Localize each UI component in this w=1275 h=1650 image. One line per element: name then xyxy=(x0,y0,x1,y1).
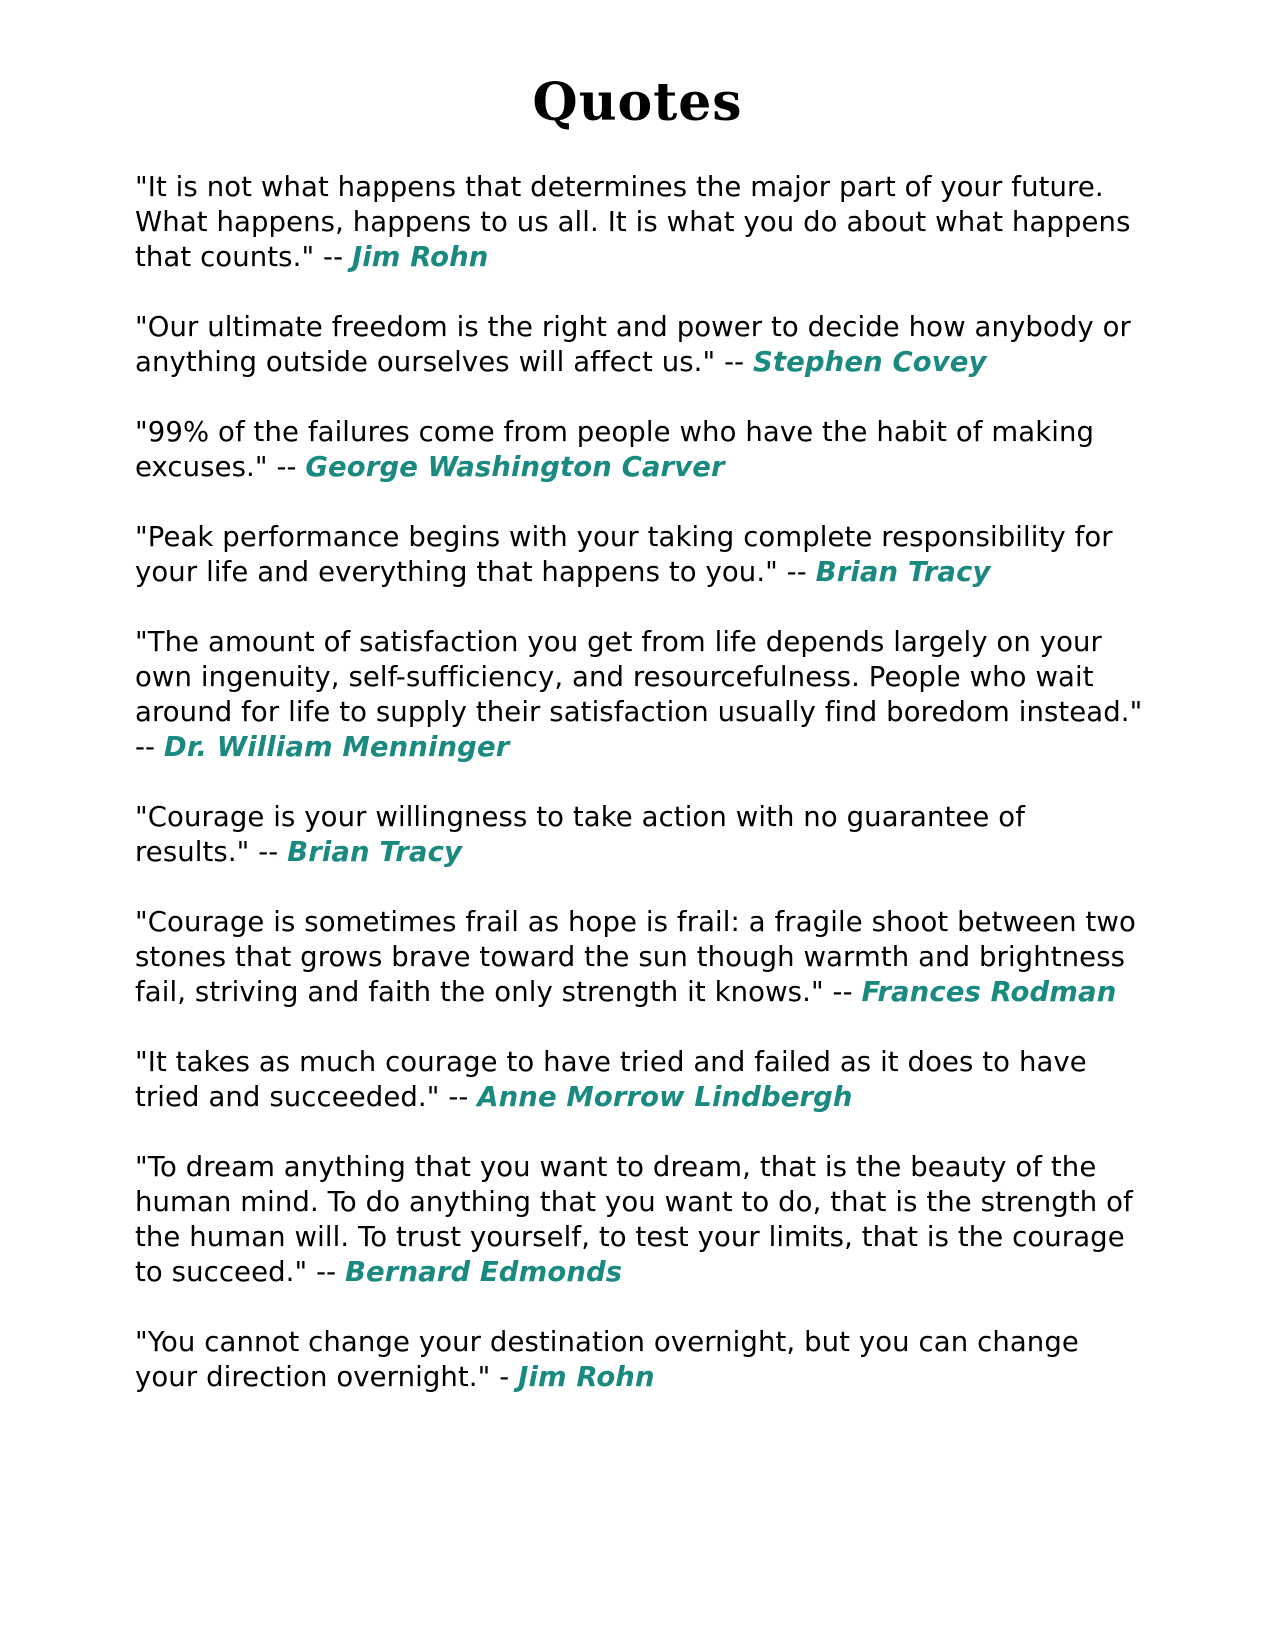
quote-separator: -- xyxy=(267,451,306,483)
quote-author: Dr. William Menninger xyxy=(163,731,510,763)
quote-item xyxy=(135,170,1145,275)
quote-author: Stephen Covey xyxy=(752,346,987,378)
quote-author: Bernard Edmonds xyxy=(344,1256,623,1288)
quote-author: Brian Tracy xyxy=(287,836,462,868)
quote-separator: -- xyxy=(823,976,862,1008)
quote-author: Jim Rohn xyxy=(351,241,489,273)
quote-author: Jim Rohn xyxy=(518,1361,655,1393)
quote-item xyxy=(135,905,1145,1010)
quote-item xyxy=(135,1325,1145,1395)
quote-text: "To dream anything that you want to dream, that is the beauty of the human mind. To do anything that you want to do, that is the strength of the human will. To trust yourself, to test your limits, that is the courage to succeed." xyxy=(135,1151,1133,1288)
quote-text: "99% of the failures come from people who have the habit of making excuses." xyxy=(135,416,1095,483)
quote-separator: -- xyxy=(439,1081,478,1113)
quote-author: George Washington Carver xyxy=(305,451,725,483)
quote-text: "It is not what happens that determines the major part of your future. What happens, happens to us all. It is what you do about what happens that counts." xyxy=(135,171,1131,273)
quote-author: Brian Tracy xyxy=(815,556,991,588)
quote-separator: -- xyxy=(307,1256,345,1288)
quote-text: "Our ultimate freedom is the right and power to decide how anybody or anything outside ourselves will affect us." xyxy=(135,311,1131,378)
quote-item xyxy=(135,520,1145,590)
quote-item xyxy=(135,800,1145,870)
quote-separator: -- xyxy=(715,346,753,378)
quote-author: Anne Morrow Lindbergh xyxy=(477,1081,853,1113)
quote-separator: -- xyxy=(777,556,816,588)
quote-text: "You cannot change your destination overnight, but you can change your direction overnight." xyxy=(135,1326,1079,1393)
quote-text: "The amount of satisfaction you get from life depends largely on your own ingenuity, self-sufficiency, and resourcefulness. People who wait around for life to supply their satisfaction usually find boredom instead." xyxy=(135,626,1143,728)
quote-item xyxy=(135,625,1145,765)
quote-separator: - xyxy=(490,1361,519,1393)
quote-separator: -- xyxy=(314,241,352,273)
quote-list xyxy=(135,170,1145,1430)
quote-item xyxy=(135,1150,1145,1290)
quote-text: "It takes as much courage to have tried and failed as it does to have tried and succeeded." xyxy=(135,1046,1087,1113)
quote-text: "Courage is your willingness to take action with no guarantee of results." xyxy=(135,801,1025,868)
quote-item xyxy=(135,310,1145,380)
quote-item xyxy=(135,415,1145,485)
page-title: Quotes xyxy=(532,72,743,133)
quote-author: Frances Rodman xyxy=(861,976,1117,1008)
quote-item xyxy=(135,1045,1145,1115)
quote-separator: -- xyxy=(249,836,288,868)
quote-text: "Courage is sometimes frail as hope is frail: a fragile shoot between two stones that grows brave toward the sun though warmth and brightness fail, striving and faith the only strength it knows." xyxy=(135,906,1136,1008)
quote-separator: -- xyxy=(135,731,164,763)
quote-text: "Peak performance begins with your taking complete responsibility for your life and everything that happens to you." xyxy=(135,521,1113,588)
